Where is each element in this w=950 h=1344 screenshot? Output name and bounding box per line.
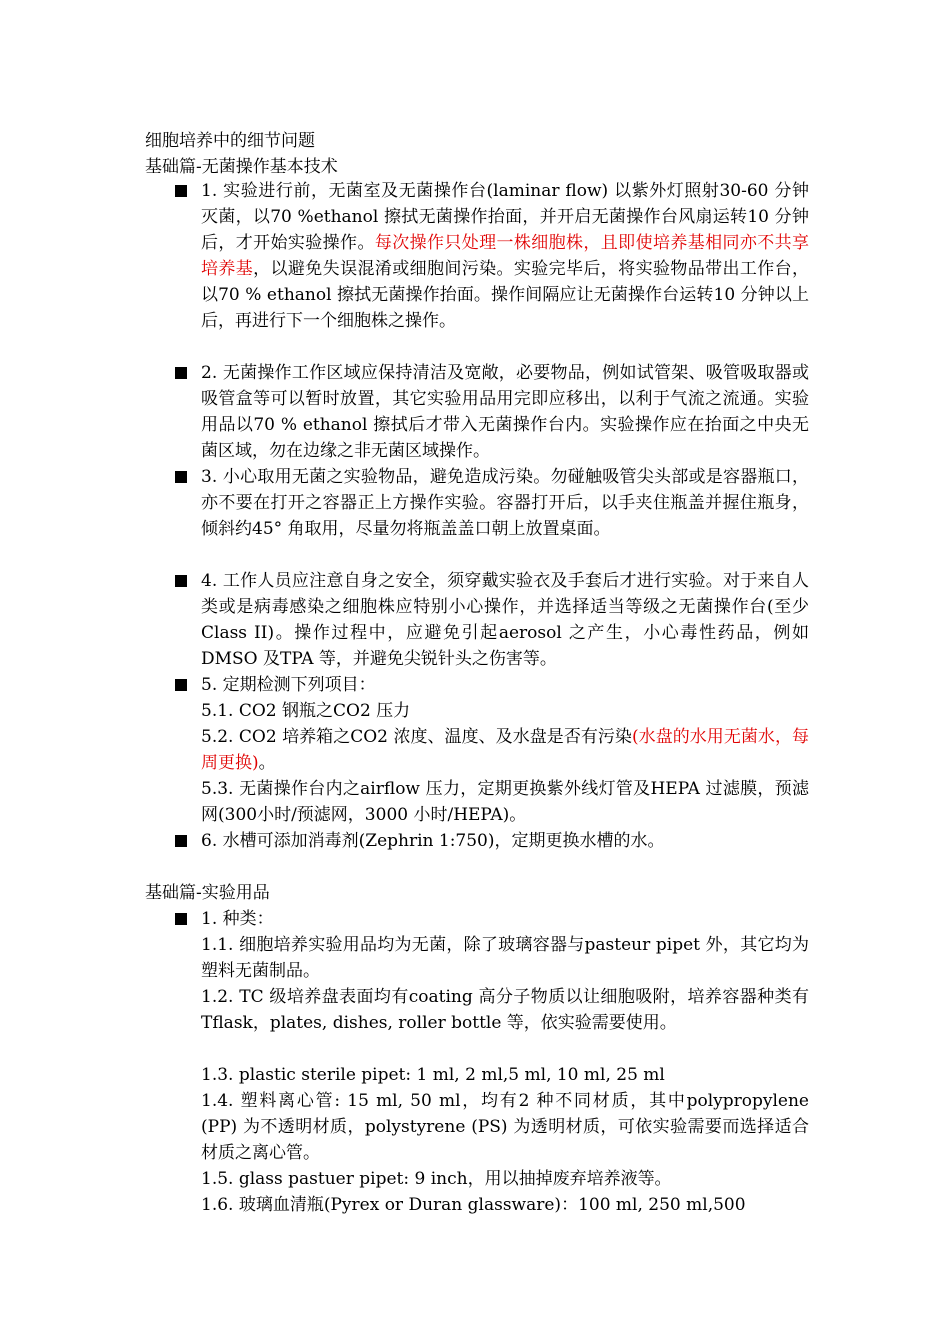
- list-item-1-text-end: ，以避免失误混淆或细胞间污染。实验完毕后，将实验物品带出工作台，以70 % ethanol 擦拭无菌操作抬面。操作间隔应让无菌操作台运转10 分钟以上后，再进行下一个细胞株之操作。: [201, 259, 810, 331]
- list-item-6: 6. 水槽可添加消毒剂(Zephrin 1:750)，定期更换水槽的水。: [201, 831, 665, 851]
- document-title: 细胞培养中的细节问题: [145, 131, 315, 151]
- sub-item-5-2: [201, 724, 809, 776]
- bullet-square-icon: [175, 185, 187, 197]
- supplies-sub-1-1: 1.1. 细胞培养实验用品均为无菌，除了玻璃容器与pasteur pipet 外，其它均为塑料无菌制品。: [201, 935, 809, 981]
- section-title-aseptic: 基础篇-无菌操作基本技术: [145, 157, 338, 177]
- sub-item-5-1: 5.1. CO2 钢瓶之CO2 压力: [201, 701, 411, 721]
- supplies-sub-1-5: 1.5. glass pastuer pipet: 9 inch，用以抽掉废弃培养液等。: [201, 1169, 672, 1189]
- list-item-1-text: 1. 实验进行前，无菌室及无菌操作台(laminar flow) 以紫外灯照射30-60 分钟灭菌，以70 %ethanol 擦拭无菌操作抬面，并开启无菌操作台风扇运转10 分钟后，才开始实验操作。: [201, 181, 809, 253]
- supplies-sub-1-3: 1.3. plastic sterile pipet: 1 ml, 2 ml,5 ml, 10 ml, 25 ml: [201, 1065, 665, 1085]
- supplies-sub-1-4: 1.4. 塑料离心管: 15 ml, 50 ml，均有2 种不同材质，其中polypropylene (PP) 为不透明材质，polystyrene (PS) 为透明材质，可依实验需要而选择适合材质之离心管。: [201, 1091, 809, 1163]
- sub-item-5-2-highlight: (水盘的水用无菌水，每周更换): [201, 727, 809, 773]
- bullet-square-icon: [175, 835, 187, 847]
- list-item-5: 5. 定期检测下列项目：: [201, 675, 376, 695]
- bullet-square-icon: [175, 913, 187, 925]
- list-item-2: 2. 无菌操作工作区域应保持清洁及宽敞，必要物品，例如试管架、吸管吸取器或吸管盒等可以暂时放置，其它实验用品用完即应移出，以利于气流之流通。实验用品以70 % ethanol 擦拭后才带入无菌操作台内。实验操作应在抬面之中央无菌区域，勿在边缘之非无菌区域操作。: [201, 363, 809, 461]
- bullet-square-icon: [175, 679, 187, 691]
- list-item-4: 4. 工作人员应注意自身之安全，须穿戴实验衣及手套后才进行实验。对于来自人类或是病毒感染之细胞株应特别小心操作，并选择适当等级之无菌操作台(至少Class II)。操作过程中，应避免引起aerosol 之产生，小心毒性药品，例如DMSO 及TPA 等，并避免尖锐针头之伤害等。: [201, 571, 809, 669]
- section-title-supplies: 基础篇-实验用品: [145, 883, 270, 903]
- supplies-item-1: 1. 种类：: [201, 909, 274, 929]
- sub-item-5-3: 5.3. 无菌操作台内之airflow 压力，定期更换紫外线灯管及HEPA 过滤膜，预滤网(300小时/预滤网，3000 小时/HEPA)。: [201, 779, 809, 825]
- supplies-sub-1-6: 1.6. 玻璃血清瓶(Pyrex or Duran glassware)：100 ml, 250 ml,500: [201, 1195, 746, 1215]
- list-item-3: 3. 小心取用无菌之实验物品，避免造成污染。勿碰触吸管尖头部或是容器瓶口，亦不要在打开之容器正上方操作实验。容器打开后，以手夹住瓶盖并握住瓶身，倾斜约45° 角取用，尽量勿将瓶盖盖口朝上放置桌面。: [201, 467, 809, 539]
- bullet-square-icon: [175, 471, 187, 483]
- list-item-1: [201, 178, 809, 334]
- supplies-sub-1-2: 1.2. TC 级培养盘表面均有coating 高分子物质以让细胞吸附，培养容器种类有Tflask，plates, dishes, roller bottle 等，依实验需要使用。: [201, 987, 809, 1033]
- bullet-square-icon: [175, 367, 187, 379]
- sub-item-5-2-text: 5.2. CO2 培养箱之CO2 浓度、温度、及水盘是否有污染: [201, 727, 632, 747]
- bullet-square-icon: [175, 575, 187, 587]
- list-item-1-highlight: 每次操作只处理一株细胞株，且即使培养基相同亦不共享培养基: [201, 233, 810, 279]
- sub-item-5-2-text-end: 。: [258, 753, 276, 773]
